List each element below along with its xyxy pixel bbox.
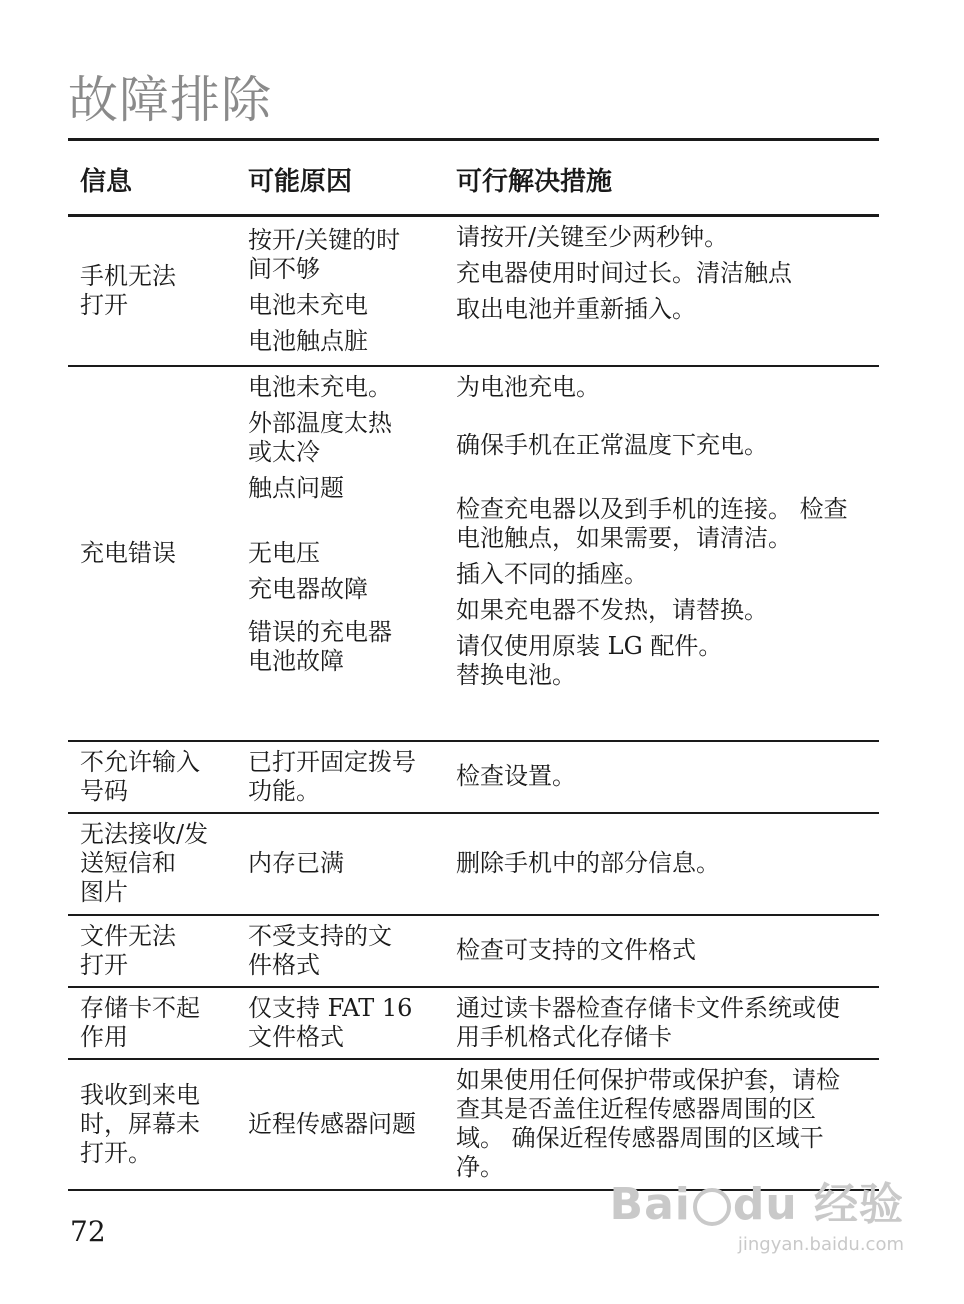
baidu-jingyan-watermark xyxy=(610,1168,904,1255)
cause-cell xyxy=(236,813,444,915)
info-cell: 不允许输入 号码 xyxy=(68,741,236,813)
solution-item: 插入不同的插座。 xyxy=(456,559,648,588)
cause-item: 近程传感器问题 xyxy=(248,1109,416,1138)
solution-item: 检查设置。 xyxy=(456,762,576,790)
cause-item: 按开/关键的时 间不够 xyxy=(248,225,401,283)
table-row xyxy=(68,366,879,741)
cause-cell: 不受支持的文 件格式 xyxy=(236,915,444,987)
cause-item: 充电器故障 xyxy=(248,574,368,603)
page-number: 72 xyxy=(70,1215,106,1248)
info-cell xyxy=(68,366,236,741)
solution-item: 请按开/关键至少两秒钟。 xyxy=(456,223,729,251)
cause-item: 外部温度太热 或太冷 xyxy=(248,408,392,466)
info-text: 打开 xyxy=(80,290,128,319)
table-row xyxy=(68,915,879,987)
solution-cell xyxy=(444,216,879,366)
solution-cell xyxy=(444,915,879,987)
solution-item: 检查充电器以及到手机的连接。 检查电池触点，如果需要，请清洁。 xyxy=(456,494,848,552)
solution-item: 请仅使用原装 LG 配件。 xyxy=(456,631,723,660)
baidu-logo: Bai du 经验 xyxy=(609,1179,904,1230)
cause-cell xyxy=(236,1059,444,1190)
solution-cell xyxy=(444,741,879,813)
solution-item: 充电器使用时间过长。清洁触点 xyxy=(456,259,792,287)
solution-item: 如果充电器不发热，请替换。 xyxy=(456,595,768,624)
cause-item: 错误的充电器 电池故障 xyxy=(248,617,392,675)
cause-item: 电池触点脏 xyxy=(248,326,368,355)
info-cell: 文件无法 打开 xyxy=(68,915,236,987)
solution-item: 检查可支持的文件格式 xyxy=(456,936,696,964)
table-row xyxy=(68,813,879,915)
table-header-row xyxy=(68,140,879,216)
cause-cell: 仅支持 FAT 16 文件格式 xyxy=(236,987,444,1059)
watermark-url: jingyan.baidu.com xyxy=(737,1234,904,1255)
header-causes: 可能原因 xyxy=(236,140,444,216)
info-cell: 我收到来电 时，屏幕未 打开。 xyxy=(68,1059,236,1190)
solution-cell xyxy=(444,987,879,1059)
solution-item: 替换电池。 xyxy=(456,660,576,689)
table-row xyxy=(68,741,879,813)
info-text: 充电错误 xyxy=(80,538,176,567)
cause-item: 电池未充电 xyxy=(248,290,368,319)
header-solutions: 可行解决措施 xyxy=(444,140,879,216)
table-row xyxy=(68,987,879,1059)
solution-item: 为电池充电。 xyxy=(456,372,600,401)
info-cell xyxy=(68,216,236,366)
solution-item: 通过读卡器检查存储卡文件系统或使用手机格式化存储卡 xyxy=(456,993,840,1051)
table-row xyxy=(68,216,879,366)
solution-item: 如果使用任何保护带或保护套，请检查其是否盖住近程传感器周围的区域。 确保近程传感器周围的区域干净。 xyxy=(456,1066,840,1181)
cause-cell xyxy=(236,366,444,741)
cause-cell xyxy=(236,216,444,366)
solution-item: 确保手机在正常温度下充电。 xyxy=(456,430,768,459)
solution-item: 删除手机中的部分信息。 xyxy=(456,849,720,877)
cause-cell: 已打开固定拨号 功能。 xyxy=(236,741,444,813)
troubleshooting-table xyxy=(68,138,879,1191)
solution-cell xyxy=(444,813,879,915)
header-info: 信息 xyxy=(68,140,236,216)
cause-item: 电池未充电。 xyxy=(248,372,392,401)
cause-item: 内存已满 xyxy=(248,849,344,877)
paw-icon xyxy=(693,1188,731,1226)
cause-item: 触点问题 xyxy=(248,473,344,502)
page-title: 故障排除 xyxy=(68,71,272,129)
info-cell: 无法接收/发 送短信和 图片 xyxy=(68,813,236,915)
solution-cell xyxy=(444,366,879,741)
info-text: 手机无法 xyxy=(80,261,176,290)
solution-item: 取出电池并重新插入。 xyxy=(456,295,696,323)
info-cell: 存储卡不起 作用 xyxy=(68,987,236,1059)
cause-item: 无电压 xyxy=(248,538,320,567)
